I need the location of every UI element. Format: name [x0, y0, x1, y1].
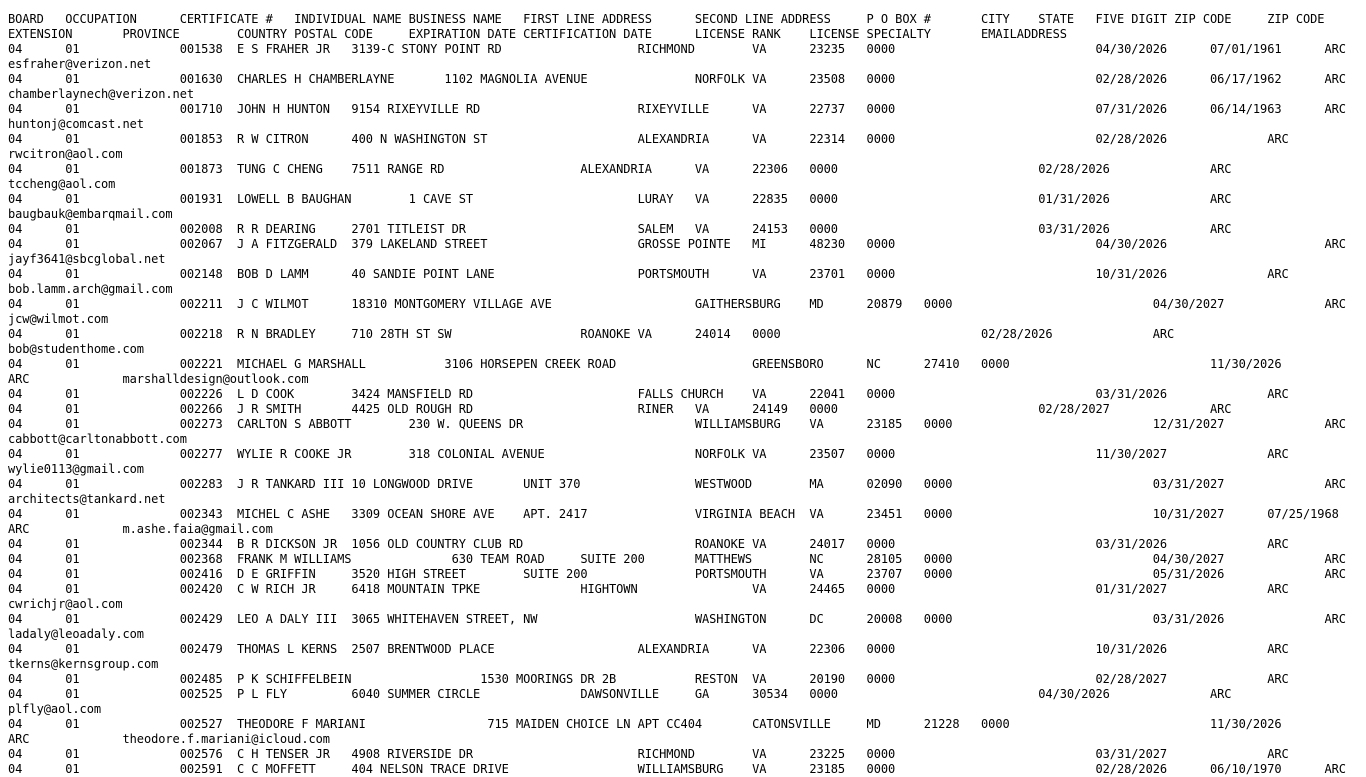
- record-text-line: 04 01 001538 E S FRAHER JR 3139-C STONY POINT RD RICHMOND VA 23235 0000 04/30/2026 07/01/1961 ARC: [8, 42, 1346, 56]
- record-text-line: baugbauk@embarqmail.com: [8, 207, 173, 221]
- record-text-line: chamberlaynech@verizon.net: [8, 87, 195, 101]
- record-text-line: ladaly@leoadaly.com: [8, 627, 144, 641]
- record-text-line: 04 01 002343 MICHEL C ASHE 3309 OCEAN SHORE AVE APT. 2417 VIRGINIA BEACH VA 23451 0000 10/31/2027 07/25/1968: [8, 507, 1339, 521]
- record-text-line: 04 01 001710 JOHN H HUNTON 9154 RIXEYVILLE RD RIXEYVILLE VA 22737 0000 07/31/2026 06/14/1963 ARC: [8, 102, 1346, 116]
- record-text-line: 04 01 002266 J R SMITH 4425 OLD ROUGH RD RINER VA 24149 0000 02/28/2027 ARC: [8, 402, 1232, 416]
- record-text-line: 04 01 002479 THOMAS L KERNS 2507 BRENTWOOD PLACE ALEXANDRIA VA 22306 0000 10/31/2026 ARC: [8, 642, 1289, 656]
- record-text-line: ARC theodore.f.mariani@icloud.com: [8, 732, 330, 746]
- record-text-line: 04 01 002211 J C WILMOT 18310 MONTGOMERY VILLAGE AVE GAITHERSBURG MD 20879 0000 04/30/2027 ARC: [8, 297, 1346, 311]
- record-text-line: 04 01 002420 C W RICH JR 6418 MOUNTAIN TPKE HIGHTOWN VA 24465 0000 01/31/2027 ARC: [8, 582, 1289, 596]
- record-text-line: 04 01 002273 CARLTON S ABBOTT 230 W. QUEENS DR WILLIAMSBURG VA 23185 0000 12/31/2027 ARC: [8, 417, 1346, 431]
- record-text-line: bob@studenthome.com: [8, 342, 144, 356]
- record-text-line: 04 01 002283 J R TANKARD III 10 LONGWOOD DRIVE UNIT 370 WESTWOOD MA 02090 0000 03/31/2027 ARC: [8, 477, 1346, 491]
- record-text-line: cabbott@carltonabbott.com: [8, 432, 187, 446]
- record-text-line: 04 01 002226 L D COOK 3424 MANSFIELD RD FALLS CHURCH VA 22041 0000 03/31/2026 ARC: [8, 387, 1289, 401]
- record-text-line: 04 01 002008 R R DEARING 2701 TITLEIST DR SALEM VA 24153 0000 03/31/2026 ARC: [8, 222, 1232, 236]
- record-text-line: 04 01 001931 LOWELL B BAUGHAN 1 CAVE ST LURAY VA 22835 0000 01/31/2026 ARC: [8, 192, 1232, 206]
- record-text-line: jcw@wilmot.com: [8, 312, 109, 326]
- record-text-line: 04 01 001873 TUNG C CHENG 7511 RANGE RD ALEXANDRIA VA 22306 0000 02/28/2026 ARC: [8, 162, 1232, 176]
- record-text-line: bob.lamm.arch@gmail.com: [8, 282, 173, 296]
- record-text-line: cwrichjr@aol.com: [8, 597, 123, 611]
- record-text-line: 04 01 002527 THEODORE F MARIANI 715 MAIDEN CHOICE LN APT CC404 CATONSVILLE MD 21228 0000 11/30/2026: [8, 717, 1282, 731]
- record-text-line: ARC m.ashe.faia@gmail.com: [8, 522, 273, 536]
- record-text-line: ARC marshalldesign@outlook.com: [8, 372, 309, 386]
- record-text-line: 04 01 002525 P L FLY 6040 SUMMER CIRCLE DAWSONVILLE GA 30534 0000 04/30/2026 ARC: [8, 687, 1232, 701]
- record-text-line: 04 01 001630 CHARLES H CHAMBERLAYNE 1102 MAGNOLIA AVENUE NORFOLK VA 23508 0000 02/28/2026 06/17/1962 ARC: [8, 72, 1346, 86]
- record-text-line: huntonj@comcast.net: [8, 117, 144, 131]
- record-text-line: 04 01 002148 BOB D LAMM 40 SANDIE POINT LANE PORTSMOUTH VA 23701 0000 10/31/2026 ARC: [8, 267, 1289, 281]
- record-text-line: tkerns@kernsgroup.com: [8, 657, 159, 671]
- record-text-line: 04 01 002485 P K SCHIFFELBEIN 1530 MOORINGS DR 2B RESTON VA 20190 0000 02/28/2027 ARC: [8, 672, 1289, 686]
- record-text-line: 04 01 002368 FRANK M WILLIAMS 630 TEAM ROAD SUITE 200 MATTHEWS NC 28105 0000 04/30/2027 ARC: [8, 552, 1346, 566]
- record-text-line: 04 01 001853 R W CITRON 400 N WASHINGTON ST ALEXANDRIA VA 22314 0000 02/28/2026 ARC: [8, 132, 1289, 146]
- record-text-line: 04 01 002576 C H TENSER JR 4908 RIVERSIDE DR RICHMOND VA 23225 0000 03/31/2027 ARC: [8, 747, 1289, 761]
- record-text-line: 04 01 002067 J A FITZGERALD 379 LAKELAND STREET GROSSE POINTE MI 48230 0000 04/30/2026 ARC: [8, 237, 1346, 251]
- record-text-line: 04 01 002221 MICHAEL G MARSHALL 3106 HORSEPEN CREEK ROAD GREENSBORO NC 27410 0000 11/30/2026: [8, 357, 1282, 371]
- record-text-line: 04 01 002416 D E GRIFFIN 3520 HIGH STREET SUITE 200 PORTSMOUTH VA 23707 0000 05/31/2026 ARC: [8, 567, 1346, 581]
- header-text-line: BOARD OCCUPATION CERTIFICATE # INDIVIDUAL NAME BUSINESS NAME FIRST LINE ADDRESS SECOND LINE ADDRESS P O BOX # CITY STATE FIVE DIGIT ZIP CODE ZIP CODE: [8, 12, 1325, 26]
- record-text-line: 04 01 002277 WYLIE R COOKE JR 318 COLONIAL AVENUE NORFOLK VA 23507 0000 11/30/2027 ARC: [8, 447, 1289, 461]
- record-text-line: rwcitron@aol.com: [8, 147, 123, 161]
- record-text-line: 04 01 002344 B R DICKSON JR 1056 OLD COUNTRY CLUB RD ROANOKE VA 24017 0000 03/31/2026 ARC: [8, 537, 1289, 551]
- record-text-line: jayf3641@sbcglobal.net: [8, 252, 166, 266]
- header-text-line: EXTENSION PROVINCE COUNTRY POSTAL CODE EXPIRATION DATE CERTIFICATION DATE LICENSE RANK LICENSE SPECIALTY EMAILADDRESS: [8, 27, 1067, 41]
- record-text-line: tccheng@aol.com: [8, 177, 116, 191]
- record-text-line: 04 01 002591 C C MOFFETT 404 NELSON TRACE DRIVE WILLIAMSBURG VA 23185 0000 02/28/2026 06/10/1970 ARC: [8, 762, 1346, 776]
- record-text-line: wylie0113@gmail.com: [8, 462, 144, 476]
- record-text-line: 04 01 002429 LEO A DALY III 3065 WHITEHAVEN STREET, NW WASHINGTON DC 20008 0000 03/31/2026 ARC: [8, 612, 1346, 626]
- record-text-line: plfly@aol.com: [8, 702, 102, 716]
- record-text-line: architects@tankard.net: [8, 492, 166, 506]
- record-text-line: 04 01 002218 R N BRADLEY 710 28TH ST SW ROANOKE VA 24014 0000 02/28/2026 ARC: [8, 327, 1175, 341]
- record-text-line: esfraher@verizon.net: [8, 57, 152, 71]
